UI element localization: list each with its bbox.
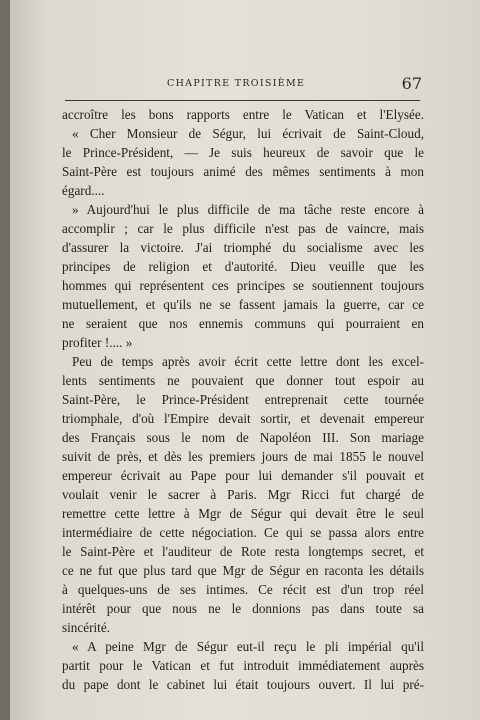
page-number: 67 [401,74,422,93]
running-title: CHAPITRE TROISIÈME [167,78,306,89]
text-line: profiter !.... » [62,335,133,350]
text-line: triomphale, d'où l'Empire devait sortir, et devenait empereur [62,411,424,426]
text-line: Peu de temps après avoir écrit cette lettre dont les excel- [72,354,424,369]
text-line: « A peine Mgr de Ségur eut-il reçu le pli impérial qu'il [72,639,424,654]
text-line: accomplir ; car le plus difficile n'est pas de vaincre, mais [62,221,424,236]
text-line: intermédiaire de cette négociation. Ce qui se passa alors entre [62,525,424,540]
text-line: suivit de près, et dès les premiers jours de mai 1855 le nouvel [62,449,424,464]
text-line: intérêt pour que nous ne le donnions pas dans toute sa [62,601,424,616]
text-line: accroître les bons rapports entre le Vatican et l'Elysée. [62,107,424,122]
text-line: ne seraient que nos ennemis communs qui pourraient en [62,316,424,331]
text-line: égard.... [62,183,105,198]
text-line: des Français sous le nom de Napoléon III. Son mariage [62,430,424,445]
text-line: mutuellement, et qu'ils ne se fassent jamais la guerre, car ce [62,297,424,312]
text-line: remettre cette lettre à Mgr de Ségur qui devait être le seul [62,506,424,521]
text-line: à quelques-uns de ses intimes. Ce récit est d'un trop réel [62,582,424,597]
text-line: hommes qui représentent ces principes se soutiennent toujours [62,278,424,293]
text-line: » Aujourd'hui le plus difficile de ma tâche reste encore à [72,202,424,217]
text-line: « Cher Monsieur de Ségur, lui écrivait de Saint-Cloud, [72,126,424,141]
text-line: ce ne fut que plus tard que Mgr de Ségur en raconta les détails [62,563,424,578]
text-line: sincérité. [62,620,110,635]
page-header [65,74,422,101]
text-line: Saint-Père est toujours animé des mêmes sentiments à mon [62,164,424,179]
text-line: voulait venir le sacrer à Paris. Mgr Ricci fut chargé de [62,487,424,502]
text-line: le Saint-Père et l'auditeur de Rote resta longtemps secret, et [62,544,424,559]
text-line: empereur écrivait au Pape pour lui demander s'il pouvait et [62,468,424,483]
book-page [10,0,480,720]
text-line: partit pour le Vatican et fut introduit immédiatement auprès [62,658,424,673]
text-line: d'assurer la victoire. J'ai triomphé du socialisme avec les [62,240,424,255]
text-line: Saint-Père, le Prince-Président entreprenait cette tournée [62,392,424,407]
text-line: le Prince-Président, — Je suis heureux de savoir que le [62,145,424,160]
text-line: du pape dont le cabinet lui était toujours ouvert. Il lui pré- [62,677,424,692]
text-line: principes de religion et d'autorité. Dieu veuille que les [62,259,424,274]
text-line: lents sentiments ne pouvaient que donner tout espoir au [62,373,424,388]
